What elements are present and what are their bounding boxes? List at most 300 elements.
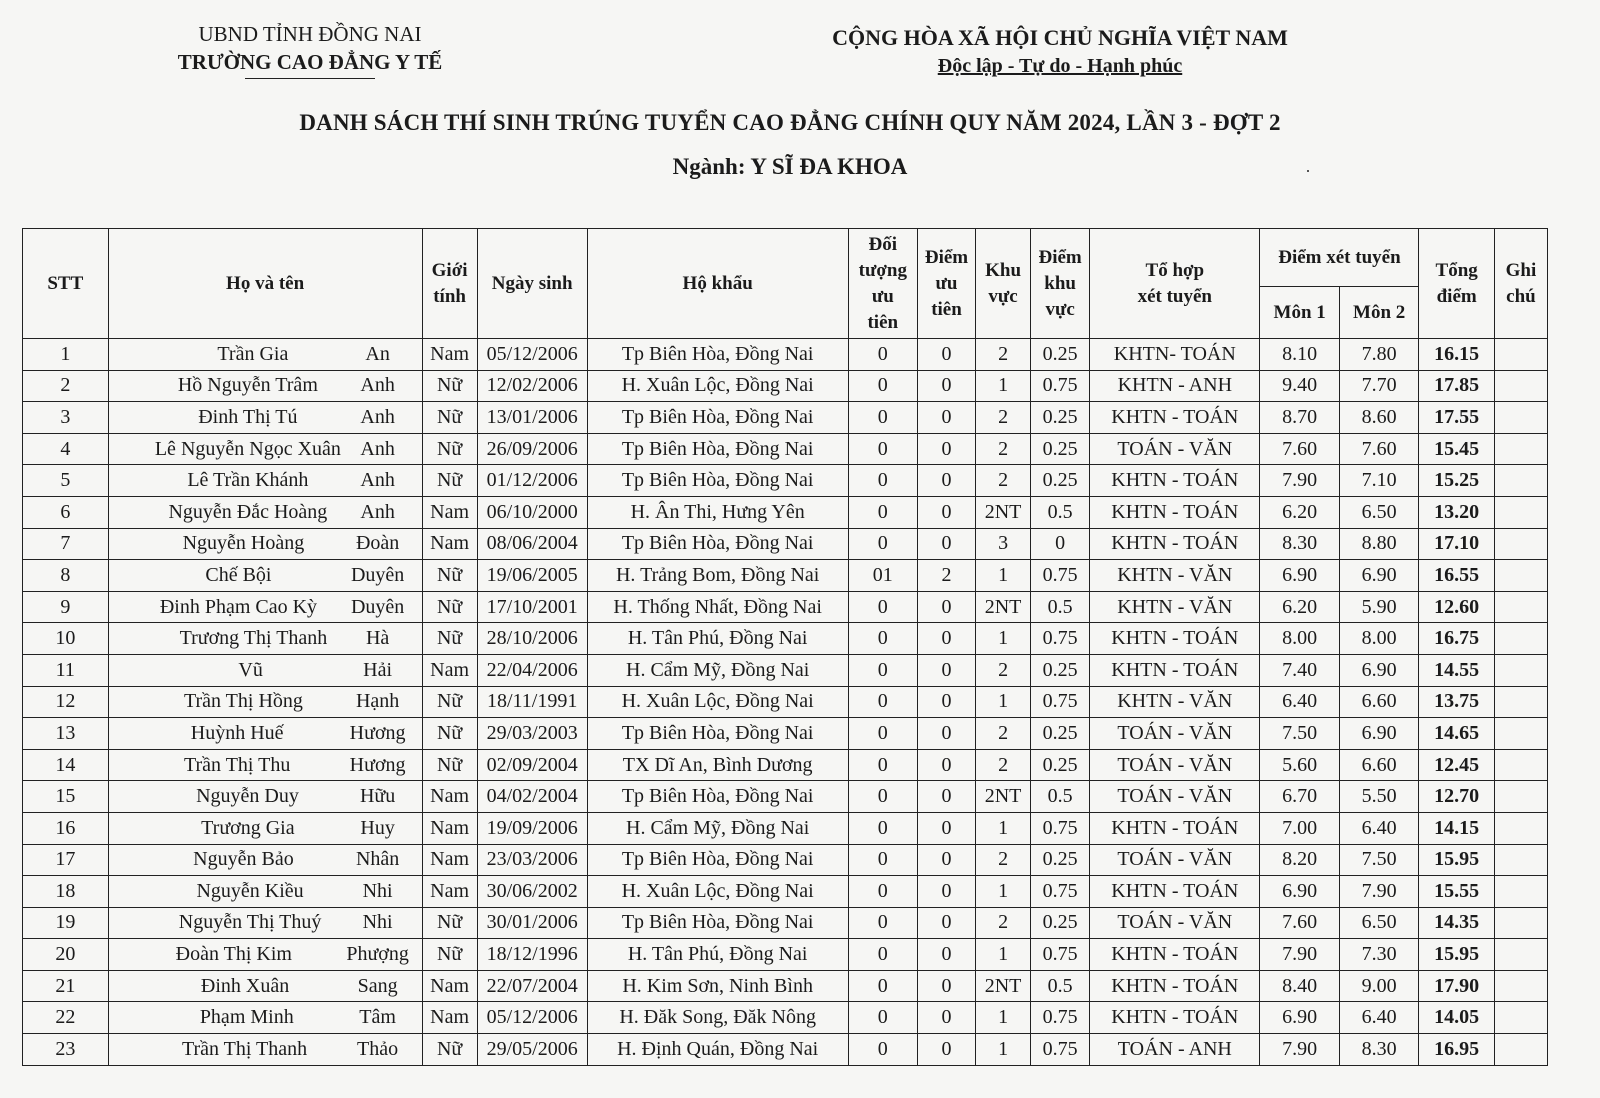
- cell-subject2: 7.60: [1339, 433, 1419, 465]
- cell-dob: 01/12/2006: [477, 465, 587, 497]
- col-note-line: Ghi: [1505, 259, 1537, 281]
- cell-surname: Vũ: [238, 658, 263, 681]
- cell-surname: Lê Trần Khánh: [187, 469, 309, 492]
- cell-note: [1494, 781, 1547, 813]
- cell-given-name: Nhi: [362, 911, 393, 934]
- cell-surname: Nguyễn Thị Thuý: [178, 911, 322, 934]
- cell-priority-group: 0: [848, 844, 917, 876]
- col-combo-line: Tổ hợp: [1145, 259, 1205, 281]
- cell-region-points: 0.25: [1031, 907, 1090, 939]
- cell-priority-points: 0: [917, 370, 975, 402]
- cell-region-points: 0.25: [1031, 718, 1090, 750]
- cell-total: 17.90: [1419, 970, 1494, 1002]
- cell-stt: 15: [23, 781, 109, 813]
- cell-surname: Nguyễn Bảo: [193, 848, 294, 871]
- cell-subject2: 5.90: [1339, 591, 1419, 623]
- col-priority-group-line: ưu: [871, 285, 894, 307]
- cell-subject2: 6.60: [1339, 686, 1419, 718]
- table-row: [23, 781, 1548, 813]
- cell-subject2: 5.50: [1339, 781, 1419, 813]
- cell-region-points: 0.75: [1031, 623, 1090, 655]
- table-header: [23, 229, 1548, 339]
- table-row: [23, 1002, 1548, 1034]
- cell-given-name: Huy: [360, 816, 395, 839]
- cell-address: Tp Biên Hòa, Đồng Nai: [587, 718, 848, 750]
- table-row: [23, 465, 1548, 497]
- cell-gender: Nữ: [422, 1034, 477, 1066]
- cell-combo: TOÁN - VĂN: [1090, 433, 1260, 465]
- cell-address: H. Tân Phú, Đồng Nai: [587, 939, 848, 971]
- cell-subject1: 7.00: [1260, 812, 1340, 844]
- cell-combo: TOÁN - VĂN: [1090, 907, 1260, 939]
- cell-stt: 18: [23, 876, 109, 908]
- cell-region-points: 0.75: [1031, 1034, 1090, 1066]
- cell-stt: 6: [23, 496, 109, 528]
- col-priority-points-line: ưu: [935, 272, 958, 294]
- cell-subject2: 9.00: [1339, 970, 1419, 1002]
- cell-region: 1: [976, 686, 1031, 718]
- cell-dob: 28/10/2006: [477, 623, 587, 655]
- cell-note: [1494, 970, 1547, 1002]
- cell-surname: Nguyễn Đắc Hoàng: [168, 500, 328, 523]
- table-row: [23, 528, 1548, 560]
- cell-surname: Nguyễn Duy: [196, 785, 299, 808]
- cell-region-points: 0.25: [1031, 654, 1090, 686]
- cell-region: 1: [976, 623, 1031, 655]
- table-row: [23, 907, 1548, 939]
- cell-surname: Lê Nguyễn Ngọc Xuân: [154, 437, 341, 460]
- cell-name: [108, 970, 422, 1002]
- cell-total: 14.35: [1419, 907, 1494, 939]
- cell-name: [108, 339, 422, 371]
- col-dob: Ngày sinh: [477, 229, 587, 339]
- cell-note: [1494, 591, 1547, 623]
- cell-priority-group: 0: [848, 528, 917, 560]
- cell-region: 2: [976, 844, 1031, 876]
- cell-subject1: 6.20: [1260, 591, 1340, 623]
- cell-note: [1494, 907, 1547, 939]
- cell-given-name: Nhân: [355, 848, 400, 871]
- cell-priority-group: 01: [848, 560, 917, 592]
- cell-address: H. Thống Nhất, Đồng Nai: [587, 591, 848, 623]
- cell-given-name: Sang: [357, 974, 398, 997]
- cell-subject1: 7.50: [1260, 718, 1340, 750]
- cell-priority-points: 0: [917, 718, 975, 750]
- cell-given-name: Nhi: [362, 879, 393, 902]
- col-priority-points-line: tiên: [931, 298, 962, 320]
- cell-name: [108, 654, 422, 686]
- col-total: [1419, 229, 1494, 339]
- cell-priority-points: 0: [917, 528, 975, 560]
- cell-region-points: 0.75: [1031, 876, 1090, 908]
- cell-subject1: 8.10: [1260, 339, 1340, 371]
- cell-dob: 30/06/2002: [477, 876, 587, 908]
- col-region: [976, 229, 1031, 339]
- cell-surname: Trần Gia: [217, 342, 289, 365]
- cell-subject1: 9.40: [1260, 370, 1340, 402]
- cell-combo: KHTN - TOÁN: [1090, 939, 1260, 971]
- cell-name: [108, 1002, 422, 1034]
- cell-stt: 9: [23, 591, 109, 623]
- cell-priority-points: 0: [917, 591, 975, 623]
- cell-combo: TOÁN - VĂN: [1090, 718, 1260, 750]
- cell-region-points: 0: [1031, 528, 1090, 560]
- cell-priority-group: 0: [848, 465, 917, 497]
- col-gender-line: Giới: [431, 259, 468, 281]
- cell-priority-group: 0: [848, 339, 917, 371]
- cell-surname: Trần Thị Thanh: [181, 1037, 308, 1060]
- cell-stt: 19: [23, 907, 109, 939]
- cell-name: [108, 876, 422, 908]
- cell-priority-points: 0: [917, 970, 975, 1002]
- col-region-points: [1031, 229, 1090, 339]
- cell-subject1: 7.40: [1260, 654, 1340, 686]
- cell-gender: Nam: [422, 654, 477, 686]
- cell-total: 15.95: [1419, 939, 1494, 971]
- cell-dob: 18/12/1996: [477, 939, 587, 971]
- cell-gender: Nữ: [422, 907, 477, 939]
- cell-subject2: 7.10: [1339, 465, 1419, 497]
- cell-subject2: 6.50: [1339, 496, 1419, 528]
- scan-speck: [1307, 170, 1309, 172]
- cell-name: [108, 623, 422, 655]
- cell-note: [1494, 686, 1547, 718]
- cell-stt: 1: [23, 339, 109, 371]
- cell-priority-group: 0: [848, 370, 917, 402]
- cell-address: Tp Biên Hòa, Đồng Nai: [587, 844, 848, 876]
- cell-combo: TOÁN - VĂN: [1090, 749, 1260, 781]
- cell-name: [108, 718, 422, 750]
- cell-note: [1494, 560, 1547, 592]
- cell-address: TX Dĩ An, Bình Dương: [587, 749, 848, 781]
- cell-note: [1494, 339, 1547, 371]
- cell-address: H. Cẩm Mỹ, Đồng Nai: [587, 812, 848, 844]
- cell-dob: 29/05/2006: [477, 1034, 587, 1066]
- cell-combo: TOÁN - ANH: [1090, 1034, 1260, 1066]
- table-row: [23, 749, 1548, 781]
- cell-stt: 16: [23, 812, 109, 844]
- cell-stt: 22: [23, 1002, 109, 1034]
- cell-stt: 8: [23, 560, 109, 592]
- cell-address: H. Cẩm Mỹ, Đồng Nai: [587, 654, 848, 686]
- table-row: [23, 496, 1548, 528]
- cell-gender: Nữ: [422, 465, 477, 497]
- table-row: [23, 718, 1548, 750]
- cell-subject1: 8.20: [1260, 844, 1340, 876]
- national-header: [820, 24, 1300, 80]
- cell-dob: 19/09/2006: [477, 812, 587, 844]
- col-region-points-line: khu: [1044, 272, 1076, 294]
- cell-total: 17.55: [1419, 402, 1494, 434]
- cell-stt: 10: [23, 623, 109, 655]
- cell-given-name: Hương: [349, 721, 406, 744]
- cell-subject2: 6.50: [1339, 907, 1419, 939]
- cell-gender: Nam: [422, 844, 477, 876]
- cell-subject1: 7.90: [1260, 1034, 1340, 1066]
- cell-gender: Nữ: [422, 433, 477, 465]
- col-combo: [1090, 229, 1260, 339]
- cell-total: 14.55: [1419, 654, 1494, 686]
- cell-name: [108, 402, 422, 434]
- cell-combo: KHTN - TOÁN: [1090, 496, 1260, 528]
- cell-given-name: Hà: [365, 627, 390, 650]
- cell-subject1: 5.60: [1260, 749, 1340, 781]
- cell-priority-group: 0: [848, 876, 917, 908]
- cell-gender: Nữ: [422, 749, 477, 781]
- cell-name: [108, 749, 422, 781]
- cell-name: [108, 844, 422, 876]
- cell-name: [108, 370, 422, 402]
- cell-dob: 22/07/2004: [477, 970, 587, 1002]
- cell-dob: 05/12/2006: [477, 339, 587, 371]
- cell-region-points: 0.25: [1031, 749, 1090, 781]
- cell-region: 2NT: [976, 591, 1031, 623]
- cell-priority-group: 0: [848, 591, 917, 623]
- cell-total: 14.65: [1419, 718, 1494, 750]
- cell-total: 16.15: [1419, 339, 1494, 371]
- cell-stt: 5: [23, 465, 109, 497]
- table-row: [23, 654, 1548, 686]
- cell-combo: KHTN - TOÁN: [1090, 970, 1260, 1002]
- col-stt: STT: [23, 229, 109, 339]
- cell-name: [108, 939, 422, 971]
- cell-name: [108, 812, 422, 844]
- cell-surname: Đinh Xuân: [200, 974, 290, 997]
- cell-subject1: 8.40: [1260, 970, 1340, 1002]
- cell-dob: 04/02/2004: [477, 781, 587, 813]
- cell-combo: KHTN - TOÁN: [1090, 528, 1260, 560]
- cell-subject2: 7.80: [1339, 339, 1419, 371]
- table-row: [23, 433, 1548, 465]
- cell-subject1: 7.90: [1260, 939, 1340, 971]
- cell-stt: 14: [23, 749, 109, 781]
- cell-subject2: 6.90: [1339, 560, 1419, 592]
- col-priority-points-line: Điểm: [924, 246, 969, 268]
- cell-priority-points: 0: [917, 433, 975, 465]
- cell-name: [108, 781, 422, 813]
- table-row: [23, 970, 1548, 1002]
- cell-subject2: 7.50: [1339, 844, 1419, 876]
- cell-combo: KHTN - TOÁN: [1090, 623, 1260, 655]
- cell-address: H. Tân Phú, Đồng Nai: [587, 623, 848, 655]
- cell-address: H. Trảng Bom, Đồng Nai: [587, 560, 848, 592]
- cell-given-name: Tâm: [359, 1006, 396, 1029]
- cell-total: 13.75: [1419, 686, 1494, 718]
- col-scores-group: Điểm xét tuyển: [1260, 229, 1419, 287]
- cell-stt: 21: [23, 970, 109, 1002]
- cell-subject2: 6.90: [1339, 654, 1419, 686]
- cell-given-name: Hữu: [359, 785, 396, 808]
- cell-surname: Trương Gia: [201, 816, 295, 839]
- cell-address: H. Định Quán, Đồng Nai: [587, 1034, 848, 1066]
- cell-total: 16.95: [1419, 1034, 1494, 1066]
- cell-given-name: Đoàn: [355, 532, 400, 555]
- cell-total: 16.55: [1419, 560, 1494, 592]
- cell-priority-group: 0: [848, 718, 917, 750]
- cell-combo: KHTN - VĂN: [1090, 686, 1260, 718]
- cell-region-points: 0.25: [1031, 433, 1090, 465]
- cell-combo: KHTN - TOÁN: [1090, 1002, 1260, 1034]
- cell-gender: Nam: [422, 970, 477, 1002]
- cell-region: 2: [976, 339, 1031, 371]
- issuing-authority: [160, 20, 460, 79]
- cell-given-name: Thảo: [357, 1037, 399, 1060]
- cell-subject2: 7.70: [1339, 370, 1419, 402]
- cell-stt: 23: [23, 1034, 109, 1066]
- table-row: [23, 844, 1548, 876]
- col-total-line: điểm: [1436, 285, 1477, 307]
- cell-name: [108, 591, 422, 623]
- cell-subject2: 7.90: [1339, 876, 1419, 908]
- cell-region: 1: [976, 1034, 1031, 1066]
- cell-address: Tp Biên Hòa, Đồng Nai: [587, 402, 848, 434]
- cell-dob: 22/04/2006: [477, 654, 587, 686]
- cell-stt: 11: [23, 654, 109, 686]
- cell-gender: Nam: [422, 496, 477, 528]
- cell-priority-group: 0: [848, 1002, 917, 1034]
- col-priority-group-line: Đối: [868, 233, 898, 255]
- admission-table: [22, 228, 1548, 1066]
- cell-name: [108, 496, 422, 528]
- cell-region-points: 0.5: [1031, 591, 1090, 623]
- cell-priority-group: 0: [848, 496, 917, 528]
- cell-dob: 30/01/2006: [477, 907, 587, 939]
- cell-region: 1: [976, 876, 1031, 908]
- cell-combo: KHTN - VĂN: [1090, 560, 1260, 592]
- cell-note: [1494, 718, 1547, 750]
- cell-priority-points: 0: [917, 812, 975, 844]
- cell-region: 1: [976, 939, 1031, 971]
- cell-given-name: Phượng: [346, 943, 409, 966]
- cell-name: [108, 560, 422, 592]
- table-row: [23, 402, 1548, 434]
- cell-gender: Nữ: [422, 686, 477, 718]
- cell-note: [1494, 939, 1547, 971]
- cell-total: 15.95: [1419, 844, 1494, 876]
- cell-total: 12.60: [1419, 591, 1494, 623]
- cell-priority-points: 0: [917, 465, 975, 497]
- cell-subject2: 6.40: [1339, 1002, 1419, 1034]
- col-note-line: chú: [1506, 285, 1536, 307]
- cell-region: 2NT: [976, 970, 1031, 1002]
- col-region-points-line: vực: [1045, 298, 1075, 320]
- cell-total: 12.45: [1419, 749, 1494, 781]
- cell-name: [108, 433, 422, 465]
- table-row: [23, 876, 1548, 908]
- school-name: TRƯỜNG CAO ĐẲNG Y TẾ: [177, 50, 443, 74]
- cell-subject2: 7.30: [1339, 939, 1419, 971]
- cell-stt: 2: [23, 370, 109, 402]
- cell-priority-points: 0: [917, 339, 975, 371]
- table-row: [23, 812, 1548, 844]
- cell-combo: KHTN - TOÁN: [1090, 465, 1260, 497]
- cell-region-points: 0.5: [1031, 781, 1090, 813]
- cell-address: Tp Biên Hòa, Đồng Nai: [587, 907, 848, 939]
- cell-gender: Nam: [422, 339, 477, 371]
- cell-note: [1494, 528, 1547, 560]
- cell-region: 2NT: [976, 496, 1031, 528]
- cell-surname: Phạm Minh: [199, 1006, 294, 1029]
- cell-note: [1494, 1034, 1547, 1066]
- cell-combo: KHTN - TOÁN: [1090, 812, 1260, 844]
- col-subject1: Môn 1: [1260, 287, 1340, 339]
- cell-combo: KHTN - ANH: [1090, 370, 1260, 402]
- col-name: Họ và tên: [108, 229, 422, 339]
- cell-given-name: Duyên: [350, 563, 405, 586]
- cell-priority-group: 0: [848, 623, 917, 655]
- cell-dob: 02/09/2004: [477, 749, 587, 781]
- cell-address: Tp Biên Hòa, Đồng Nai: [587, 465, 848, 497]
- cell-gender: Nữ: [422, 623, 477, 655]
- cell-name: [108, 528, 422, 560]
- cell-subject2: 6.60: [1339, 749, 1419, 781]
- cell-surname: Nguyễn Hoàng: [182, 532, 305, 555]
- cell-given-name: Anh: [360, 437, 395, 460]
- cell-surname: Huỳnh Huế: [190, 721, 284, 744]
- cell-priority-group: 0: [848, 781, 917, 813]
- cell-region-points: 0.25: [1031, 844, 1090, 876]
- cell-total: 15.55: [1419, 876, 1494, 908]
- document-subtitle: Ngành: Y SĨ ĐA KHOA: [672, 154, 908, 179]
- cell-subject1: 8.30: [1260, 528, 1340, 560]
- cell-note: [1494, 844, 1547, 876]
- cell-dob: 12/02/2006: [477, 370, 587, 402]
- table-row: [23, 1034, 1548, 1066]
- cell-subject1: 7.60: [1260, 433, 1340, 465]
- cell-dob: 18/11/1991: [477, 686, 587, 718]
- cell-total: 15.25: [1419, 465, 1494, 497]
- cell-surname: Nguyễn Kiều: [196, 879, 304, 902]
- cell-given-name: Anh: [360, 469, 395, 492]
- cell-surname: Đoàn Thị Kim: [175, 943, 292, 966]
- cell-note: [1494, 749, 1547, 781]
- cell-region-points: 0.75: [1031, 1002, 1090, 1034]
- cell-priority-points: 0: [917, 654, 975, 686]
- cell-surname: Trần Thị Hồng: [183, 690, 303, 713]
- cell-stt: 17: [23, 844, 109, 876]
- cell-total: 13.20: [1419, 496, 1494, 528]
- cell-subject1: 6.90: [1260, 1002, 1340, 1034]
- cell-region-points: 0.25: [1031, 339, 1090, 371]
- cell-note: [1494, 433, 1547, 465]
- cell-region-points: 0.25: [1031, 465, 1090, 497]
- cell-total: 16.75: [1419, 623, 1494, 655]
- cell-surname: Trần Thị Thu: [184, 753, 291, 776]
- cell-combo: KHTN- TOÁN: [1090, 339, 1260, 371]
- cell-subject1: 8.00: [1260, 623, 1340, 655]
- cell-region-points: 0.75: [1031, 812, 1090, 844]
- cell-combo: TOÁN - VĂN: [1090, 844, 1260, 876]
- cell-priority-group: 0: [848, 907, 917, 939]
- cell-priority-points: 0: [917, 402, 975, 434]
- cell-note: [1494, 812, 1547, 844]
- cell-gender: Nữ: [422, 591, 477, 623]
- cell-combo: KHTN - TOÁN: [1090, 876, 1260, 908]
- cell-subject1: 7.60: [1260, 907, 1340, 939]
- cell-region-points: 0.25: [1031, 402, 1090, 434]
- cell-gender: Nữ: [422, 402, 477, 434]
- cell-given-name: Hạnh: [355, 690, 400, 713]
- cell-gender: Nữ: [422, 560, 477, 592]
- cell-gender: Nam: [422, 876, 477, 908]
- province-committee: UBND TỈNH ĐỒNG NAI: [198, 22, 422, 46]
- cell-priority-points: 0: [917, 496, 975, 528]
- cell-subject1: 8.70: [1260, 402, 1340, 434]
- table-row: [23, 686, 1548, 718]
- col-subject2: Môn 2: [1339, 287, 1419, 339]
- cell-total: 14.05: [1419, 1002, 1494, 1034]
- cell-gender: Nam: [422, 812, 477, 844]
